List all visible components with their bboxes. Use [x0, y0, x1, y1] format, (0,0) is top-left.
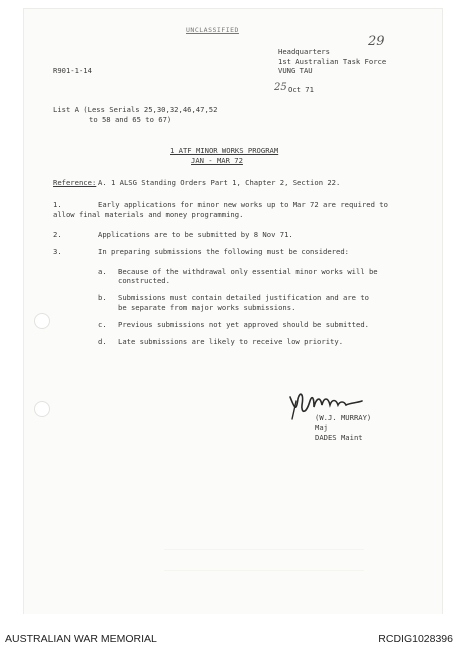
- distribution-line-2: to 58 and 65 to 67): [89, 115, 172, 124]
- address-line-3: VUNG TAU: [278, 66, 313, 75]
- distribution-line-1: List A (Less Serials 25,30,32,46,47,52: [53, 105, 218, 114]
- subpara-a-line-1: Because of the withdrawal only essential minor works will be: [118, 267, 378, 276]
- punch-hole-upper: [34, 313, 50, 329]
- para-1-line-2: allow final materials and money programming.: [53, 210, 244, 219]
- subpara-b-line-2: be separate from major works submissions.: [118, 303, 296, 312]
- reference-text: A. 1 ALSG Standing Orders Part 1, Chapter 2, Section 22.: [98, 178, 341, 187]
- subpara-d-text: Late submissions are likely to receive low priority.: [118, 337, 344, 346]
- signatory-name: (W.J. MURRAY): [315, 413, 372, 422]
- subpara-d-number: d.: [98, 337, 107, 346]
- para-2-number: 2.: [53, 230, 62, 239]
- typed-date: Oct 71: [288, 85, 314, 94]
- bleed-through-marks: [164, 549, 364, 571]
- handwritten-date-day: 25: [274, 82, 287, 93]
- archive-footer: [0, 614, 458, 654]
- subpara-a-line-2: constructed.: [118, 276, 170, 285]
- archive-id: RCDIG1028396: [378, 633, 453, 645]
- handwritten-page-number: 29: [368, 34, 385, 49]
- classification-stamp: UNCLASSIFIED: [186, 26, 239, 34]
- title-line-1: 1 ATF MINOR WORKS PROGRAM: [170, 146, 279, 155]
- address-line-1: Headquarters: [278, 47, 330, 56]
- reference-label: Reference:: [53, 178, 97, 187]
- signatory-rank: Maj: [315, 423, 328, 432]
- signatory-appointment: DADES Maint: [315, 433, 363, 442]
- para-3-number: 3.: [53, 247, 62, 256]
- para-1-line-1: Early applications for minor new works up to Mar 72 are required to: [98, 200, 388, 209]
- file-reference: R901-1-14: [53, 66, 92, 75]
- subpara-c-text: Previous submissions not yet approved should be submitted.: [118, 320, 369, 329]
- address-line-2: 1st Australian Task Force: [278, 57, 387, 66]
- para-1-number: 1.: [53, 200, 62, 209]
- document-page: [23, 8, 443, 616]
- subpara-b-line-1: Submissions must contain detailed justification and are to: [118, 293, 369, 302]
- subpara-c-number: c.: [98, 320, 107, 329]
- para-3-text: In preparing submissions the following must be considered:: [98, 247, 349, 256]
- archive-name: AUSTRALIAN WAR MEMORIAL: [5, 633, 157, 645]
- para-2-text: Applications are to be submitted by 8 Nov 71.: [98, 230, 293, 239]
- subpara-a-number: a.: [98, 267, 107, 276]
- title-line-2: JAN - MAR 72: [191, 156, 243, 165]
- punch-hole-lower: [34, 401, 50, 417]
- subpara-b-number: b.: [98, 293, 107, 302]
